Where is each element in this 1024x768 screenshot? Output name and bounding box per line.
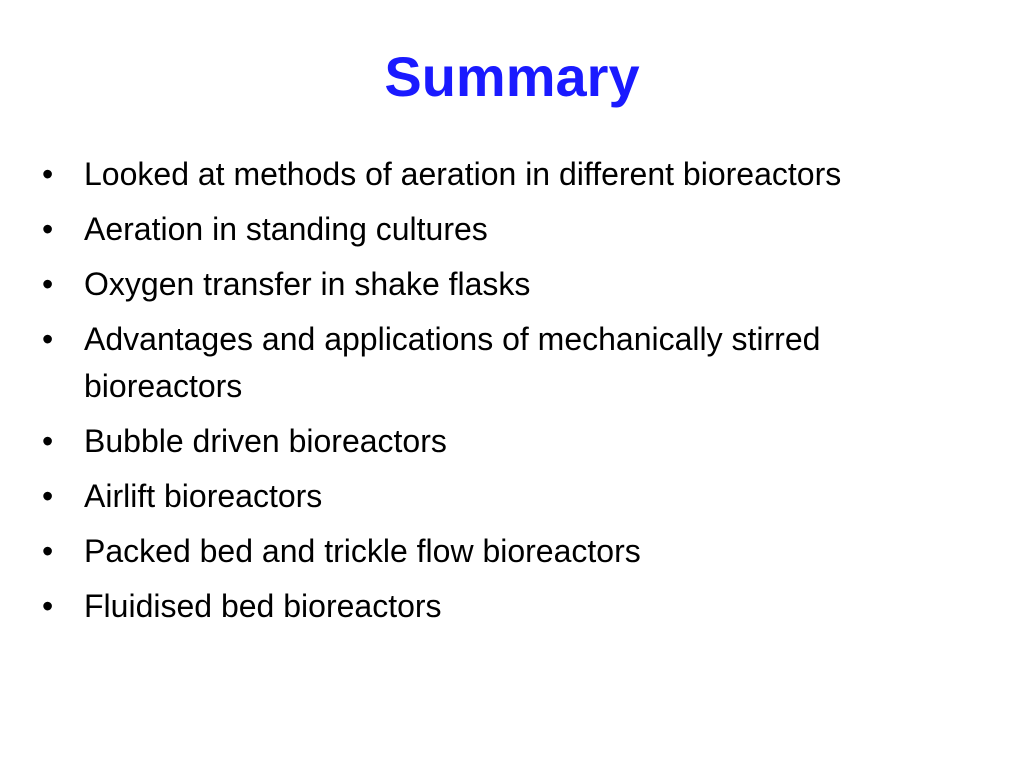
bullet-text: Looked at methods of aeration in different bioreactors xyxy=(84,156,842,192)
bullet-text: Advantages and applications of mechanically stirred bioreactors xyxy=(84,321,821,404)
list-item xyxy=(42,316,902,410)
bullet-icon: • xyxy=(42,211,54,247)
bullet-text: Aeration in standing cultures xyxy=(84,211,488,247)
list-item xyxy=(42,418,902,465)
bullet-text: Bubble driven bioreactors xyxy=(84,423,447,459)
bullet-text: Airlift bioreactors xyxy=(84,478,323,514)
bullet-icon: • xyxy=(42,321,54,357)
list-item xyxy=(42,206,902,253)
bullet-icon: • xyxy=(42,156,54,192)
bullet-icon: • xyxy=(42,533,54,569)
slide-title: Summary xyxy=(384,45,640,108)
bullet-icon: • xyxy=(42,478,54,514)
bullet-text: Fluidised bed bioreactors xyxy=(84,588,442,624)
list-item xyxy=(42,261,902,308)
list-item xyxy=(42,528,902,575)
list-item xyxy=(42,473,902,520)
bullet-icon: • xyxy=(42,423,54,459)
list-item xyxy=(42,583,902,630)
bullet-text: Oxygen transfer in shake flasks xyxy=(84,266,531,302)
list-item xyxy=(42,151,902,198)
bullet-text: Packed bed and trickle flow bioreactors xyxy=(84,533,641,569)
bullet-icon: • xyxy=(42,266,54,302)
bullet-icon: • xyxy=(42,588,54,624)
bullet-list xyxy=(42,151,902,638)
